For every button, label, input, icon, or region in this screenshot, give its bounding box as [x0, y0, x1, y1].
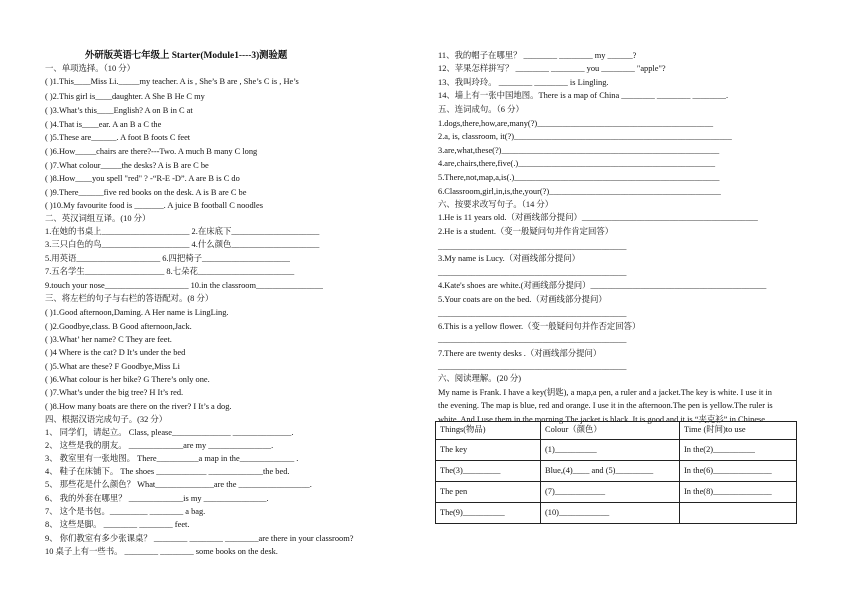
right-line: 14、墙上有一张中国地图。There is a map of China ________ ________ ________. [438, 91, 729, 100]
right-line: 12、苹果怎样拼写？ ________ ________ you ________ "apple"? [438, 64, 666, 73]
left-line: 10 桌子上有一些书。 ________ ________ some books on the desk. [45, 547, 278, 556]
right-line: 5.There,not,map,a,is(.)_________________________________________________ [438, 173, 720, 182]
left-line: ( )3.What’ her name? C They are feet. [45, 335, 172, 344]
table-cell [680, 503, 797, 524]
left-line: 一、单项选择。（10 分） [45, 64, 136, 73]
table-row [436, 422, 797, 440]
left-line: ( )8.How____you spell "red" ? -“R-E -D”. A are B is C do [45, 174, 240, 183]
right-line: white. And I use them in the morning.The jacket is black. It is good and it is “夹克衫” in Chinese. [438, 415, 768, 424]
left-line: 四、根据汉语完成句子。(32 分） [45, 415, 168, 424]
right-line: the evening. The map is blue, red and orange. I use it in the afternoon.The pen is yellow.The ruler is [438, 401, 773, 410]
left-line: ( )6.How_____chairs are there?---Two. A much B many C long [45, 147, 258, 156]
left-line: ( )4.That is____ear. A an B a C the [45, 120, 162, 129]
table-cell: In the(8)______________ [680, 482, 797, 503]
left-line: ( )8.How many boats are there on the river? I It’s a dog. [45, 402, 232, 411]
right-line: 4.Kate's shoes are white.(对画线部分提问）__________________________________________ [438, 281, 767, 290]
right-line: 11、我的帽子在哪里？ ________ ________ my ______? [438, 51, 637, 60]
left-line: ( )3.What’s this____English? A on B in C at [45, 106, 193, 115]
right-line: 2.He is a student.（变一般疑问句并作肯定回答） [438, 227, 614, 236]
left-line: 2、 这些是我的朋友。 _____________are my _______________. [45, 441, 274, 450]
right-line: 1.He is 11 years old.（对画线部分提问）__________________________________________ [438, 213, 758, 222]
right-line: 13、我叫玲玲。 ________ ________ is Lingling. [438, 78, 609, 87]
left-line: 6、 我的外套在哪里？ _____________is my _______________. [45, 494, 269, 503]
left-line: ( )7.What’s under the big tree? H It’s red. [45, 388, 184, 397]
left-line: 二、英汉词组互译。(10 分） [45, 214, 151, 223]
table-cell: (1)__________ [541, 440, 680, 461]
left-line: ( )1.This____Miss Li._____my teacher. A is , She’s B are , She’s C is , He’s [45, 77, 299, 86]
left-line: ( )2.Goodbye,class. B Good afternoon,Jack. [45, 322, 192, 331]
table-row [436, 461, 797, 482]
left-line: 9.touch your nose____________________ 10.in the classroom________________ [45, 281, 323, 290]
left-line: 8、 这些是脚。 ________ ________ feet. [45, 520, 190, 529]
table-cell: The(3)_________ [436, 461, 541, 482]
left-line: 3.三只白色的鸟_____________________ 4.什么颜色_____________________ [45, 240, 320, 249]
left-line: ( )2.This girl is____daughter. A She B He C my [45, 92, 205, 101]
right-line: 6.Classroom,girl,in,is,the,your(?)_________________________________________ [438, 187, 721, 196]
right-line: My name is Frank. I have a key(钥匙), a map,a pen, a ruler and a jacket.The key is white. I use it in [438, 388, 772, 397]
table-row [436, 482, 797, 503]
reading-table [435, 421, 797, 524]
right-line: 五、连词成句。（6 分） [438, 105, 524, 114]
right-line: 3.are,what,these(?)____________________________________________________ [438, 146, 720, 155]
right-line: _____________________________________________ [438, 242, 627, 251]
table-cell: The(9)__________ [436, 503, 541, 524]
right-line: 六、阅读理解。(20 分) [438, 374, 522, 383]
table-cell: Colour（颜色） [541, 422, 680, 440]
left-line: ( )6.What colour is her bike? G There’s only one. [45, 375, 210, 384]
right-line: 1.dogs,there,how,are,many(?)__________________________________________ [438, 119, 714, 128]
table-cell: Blue,(4)____ and (5)_________ [541, 461, 680, 482]
left-line: 1.在她的书桌上_____________________ 2.在床底下_____________________ [45, 227, 320, 236]
right-line: _____________________________________________ [438, 335, 627, 344]
left-line: 三、将左栏的句子与右栏的答语配对。(8 分） [45, 294, 214, 303]
left-line: ( )9.There______five red books on the desk. A is B are C be [45, 188, 247, 197]
table-cell: Time (时间)to use [680, 422, 797, 440]
left-line: ( )5.What are these? F Goodbye,Miss Li [45, 362, 180, 371]
right-line: 7.There are twenty desks .（对画线部分提问） [438, 349, 602, 358]
left-line: ( )5.These are______. A foot B foots C feet [45, 133, 191, 142]
left-line: ( )7.What colour_____the desks? A is B are C be [45, 161, 209, 170]
right-line: 4.are,chairs,there,five(.)_______________________________________________ [438, 159, 716, 168]
left-line: 5、 那些花是什么颜色？ What______________are the _________________. [45, 480, 312, 489]
right-line: 3.My name is Lucy.（对画线部分提问） [438, 254, 581, 263]
right-line: _____________________________________________ [438, 268, 627, 277]
left-line: 4、 鞋子在床铺下。 The shoes ____________ _____________the bed. [45, 467, 290, 476]
left-line: 5.用英语____________________ 6.四把椅子_____________________ [45, 254, 290, 263]
page-title: 外研版英语七年级上 Starter(Module1----3)测验题 [85, 51, 288, 61]
left-line: 9、 你们教室有多少张课桌？ ________ ________ ________are there in your classroom? [45, 534, 354, 543]
right-line: 5.Your coats are on the bed.（对画线部分提问） [438, 295, 607, 304]
table-row [436, 503, 797, 524]
table-cell: In the(6)______________ [680, 461, 797, 482]
right-line: _____________________________________________ [438, 362, 627, 371]
table-cell: The key [436, 440, 541, 461]
table-row [436, 440, 797, 461]
left-line: 7、 这个是书包。_________ ________ a bag. [45, 507, 206, 516]
left-line: 1、 同学们，请起立。 Class, please______________ ______________. [45, 428, 294, 437]
right-line: 6.This is a yellow flower.（变一般疑问句并作否定回答） [438, 322, 641, 331]
right-line: 六、按要求改写句子。（14 分） [438, 200, 554, 209]
table-cell: (7)____________ [541, 482, 680, 503]
right-line: 2.a, is, classroom, it(?)____________________________________________________ [438, 132, 732, 141]
left-line: ( )10.My favourite food is _______. A juice B football C noodles [45, 201, 263, 210]
table-cell: The pen [436, 482, 541, 503]
left-line: ( )4 Where is the cat? D It’s under the bed [45, 348, 186, 357]
right-line: _____________________________________________ [438, 309, 627, 318]
left-line: 3、 教室里有一张地图。 There__________a map in the_____________ . [45, 454, 299, 463]
table-cell: Things(物品) [436, 422, 541, 440]
left-line: 7.五名学生___________________ 8.七朵花_______________________ [45, 267, 295, 276]
table-cell: In the(2)__________ [680, 440, 797, 461]
table-cell: (10)____________ [541, 503, 680, 524]
left-line: ( )1.Good afternoon,Daming. A Her name is LingLing. [45, 308, 229, 317]
